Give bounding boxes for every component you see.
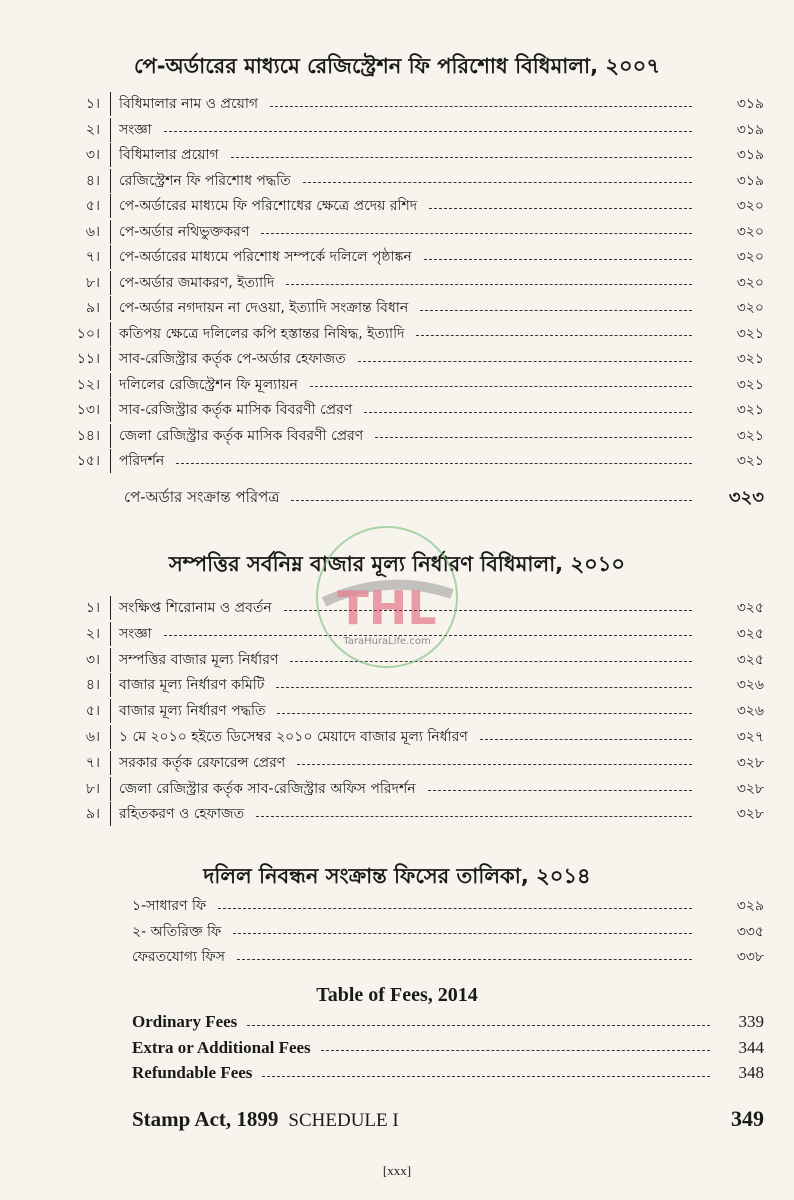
toc-number: ৮। bbox=[85, 780, 100, 797]
toc-text: জেলা রেজিস্ট্রার কর্তৃক সাব-রেজিস্ট্রার অফিস পরিদর্শন bbox=[119, 780, 416, 797]
toc-page: ৩২১ bbox=[736, 376, 764, 393]
toc-text: রহিতকরণ ও হেফাজত bbox=[119, 806, 245, 823]
toc-row[interactable] bbox=[64, 296, 764, 320]
leader-dots bbox=[310, 386, 692, 387]
toc-text: পে-অর্ডারের মাধ্যমে ফি পরিশোধের ক্ষেত্রে প্রদেয় রশিদ bbox=[119, 198, 418, 214]
toc-page: ৩২১ bbox=[736, 453, 764, 469]
toc-text: সম্পত্তির বাজার মূল্য নির্ধারণ bbox=[119, 651, 279, 668]
toc-text: পে-অর্ডার নথিভুক্তকরণ bbox=[119, 223, 250, 240]
toc-text: বিধিমালার নাম ও প্রয়োগ bbox=[119, 96, 259, 112]
toc-number: ৭। bbox=[85, 754, 100, 771]
toc-row[interactable] bbox=[64, 725, 764, 749]
toc-number: ১৩। bbox=[76, 402, 100, 418]
leader-dots bbox=[364, 412, 692, 413]
toc-page: ৩২০ bbox=[736, 223, 764, 240]
toc-number: ১৪। bbox=[76, 427, 100, 444]
footer-page-number: [xxx] bbox=[382, 1163, 412, 1178]
leader-dots bbox=[480, 739, 692, 740]
toc-row[interactable] bbox=[132, 1036, 764, 1060]
toc-row[interactable] bbox=[64, 169, 764, 193]
toc-row[interactable] bbox=[124, 920, 764, 944]
leader-dots bbox=[429, 208, 692, 209]
toc-page: ৩২১ bbox=[736, 427, 764, 444]
leader-dots bbox=[277, 713, 692, 714]
toc-number: ৬। bbox=[85, 729, 100, 745]
toc-text: বাজার মূল্য নির্ধারণ কমিটি bbox=[119, 677, 265, 694]
toc-number: ৮। bbox=[85, 274, 100, 291]
toc-page: ৩২৫ bbox=[736, 651, 764, 668]
leader-dots bbox=[303, 182, 692, 183]
toc-number: ৫। bbox=[85, 703, 100, 720]
leader-dots bbox=[286, 284, 692, 285]
toc-row[interactable] bbox=[64, 398, 764, 422]
toc-page: ৩২০ bbox=[736, 198, 764, 214]
toc-page: ৩৩৫ bbox=[736, 923, 764, 940]
toc-row[interactable] bbox=[64, 373, 764, 397]
toc-page: ৩২৫ bbox=[736, 625, 764, 642]
leader-dots bbox=[218, 908, 692, 909]
toc-text: কতিপয় ক্ষেত্রে দলিলের কপি হস্তান্তর নিষিদ্ধ, ইত্যাদি bbox=[119, 325, 405, 342]
toc-page: ৩২১ bbox=[736, 325, 764, 342]
toc-page: ৩১৯ bbox=[736, 147, 764, 163]
toc-page: 344 bbox=[738, 1037, 764, 1057]
leader-dots bbox=[261, 233, 692, 234]
toc-page: ৩২৮ bbox=[736, 780, 764, 797]
section4-title: Table of Fees, 2014 bbox=[316, 984, 478, 1006]
toc-number: ৭। bbox=[85, 249, 100, 265]
section3-title: দলিল নিবন্ধন সংক্রান্ত ফিসের তালিকা, ২০১৪ bbox=[203, 864, 591, 888]
toc-number: ৫। bbox=[85, 198, 100, 214]
leader-dots bbox=[233, 933, 692, 934]
toc-number: ১২। bbox=[76, 376, 100, 393]
leader-dots bbox=[247, 1025, 710, 1026]
toc-page: ৩২৫ bbox=[736, 600, 764, 616]
toc-text: সংজ্ঞা bbox=[119, 625, 152, 642]
toc-page: ৩২০ bbox=[736, 274, 764, 291]
toc-number: ২। bbox=[85, 121, 100, 138]
toc-page: ৩২০ bbox=[736, 249, 764, 265]
toc-page: ৩১৯ bbox=[736, 96, 764, 112]
toc-row[interactable] bbox=[64, 449, 764, 473]
leader-dots bbox=[420, 310, 692, 311]
toc-row[interactable] bbox=[64, 118, 764, 142]
leader-dots bbox=[291, 500, 692, 501]
leader-dots bbox=[416, 335, 692, 336]
toc-text: ২- অতিরিক্ত ফি bbox=[132, 923, 222, 940]
toc-page: 348 bbox=[738, 1063, 764, 1082]
toc-number: ১০। bbox=[76, 325, 100, 342]
toc-number: ৯। bbox=[85, 806, 100, 823]
watermark-logo bbox=[312, 502, 462, 692]
watermark-logo-text: THL bbox=[337, 581, 437, 635]
toc-page: ৩২৯ bbox=[736, 898, 764, 914]
leader-dots bbox=[237, 959, 692, 960]
toc-page: ৩২৬ bbox=[736, 703, 764, 720]
toc-page: ৩২৮ bbox=[736, 754, 764, 771]
toc-text: জেলা রেজিস্ট্রার কর্তৃক মাসিক বিবরণী প্রেরণ bbox=[119, 427, 364, 444]
toc-page: ৩২১ bbox=[736, 402, 764, 418]
toc-page: 339 bbox=[738, 1012, 764, 1031]
toc-row[interactable] bbox=[124, 894, 764, 918]
toc-row[interactable] bbox=[64, 271, 764, 295]
toc-text: পে-অর্ডার নগদায়ন না দেওয়া, ইত্যাদি সংক্রান্ত বিধান bbox=[119, 300, 409, 316]
toc-text: Ordinary Fees bbox=[132, 1012, 238, 1031]
leader-dots bbox=[262, 1076, 710, 1077]
leader-dots bbox=[231, 157, 692, 158]
toc-row[interactable] bbox=[64, 751, 764, 775]
leader-dots bbox=[270, 106, 692, 107]
toc-text: রেজিস্ট্রেশন ফি পরিশোধ পদ্ধতি bbox=[119, 172, 291, 189]
circular-page: ৩২৩ bbox=[728, 486, 764, 508]
toc-text: পে-অর্ডার জমাকরণ, ইত্যাদি bbox=[119, 274, 275, 291]
toc-page: ৩১৯ bbox=[736, 172, 764, 189]
toc-row[interactable] bbox=[64, 777, 764, 801]
toc-row[interactable] bbox=[64, 194, 764, 218]
toc-row[interactable] bbox=[64, 699, 764, 723]
toc-text: ১ মে ২০১০ হইতে ডিসেম্বর ২০১০ মেয়াদে বাজার মূল্য নির্ধারণ bbox=[119, 729, 468, 745]
toc-page: ৩১৯ bbox=[736, 121, 764, 138]
stamp-act-schedule: SCHEDULE I bbox=[288, 1110, 399, 1131]
stamp-act-page: 349 bbox=[731, 1106, 764, 1131]
section1-title: পে-অর্ডারের মাধ্যমে রেজিস্ট্রেশন ফি পরিশোধ বিধিমালা, ২০০৭ bbox=[134, 54, 660, 78]
section2-title: সম্পত্তির সর্বনিম্ন বাজার মূল্য নির্ধারণ বিধিমালা, ২০১০ bbox=[168, 552, 626, 576]
toc-text: সাব-রেজিস্ট্রার কর্তৃক পে-অর্ডার হেফাজত bbox=[119, 351, 346, 367]
leader-dots bbox=[375, 437, 692, 438]
toc-text: বাজার মূল্য নির্ধারণ পদ্ধতি bbox=[119, 703, 266, 720]
toc-row[interactable] bbox=[64, 220, 764, 244]
toc-number: ৬। bbox=[85, 223, 100, 240]
toc-text: সংক্ষিপ্ত শিরোনাম ও প্রবর্তন bbox=[119, 600, 272, 616]
toc-row[interactable] bbox=[64, 424, 764, 448]
toc-number: ৪। bbox=[85, 172, 100, 189]
toc-text: বিধিমালার প্রয়োগ bbox=[119, 147, 219, 163]
leader-dots bbox=[164, 131, 692, 132]
toc-row[interactable] bbox=[64, 245, 764, 269]
toc-number: ৩। bbox=[85, 651, 100, 668]
leader-dots bbox=[424, 259, 692, 260]
toc-row[interactable] bbox=[124, 945, 764, 969]
toc-text: Refundable Fees bbox=[132, 1063, 253, 1082]
toc-page: ৩২১ bbox=[736, 351, 764, 367]
toc-number: ৪। bbox=[85, 677, 100, 694]
toc-row[interactable] bbox=[132, 1010, 764, 1034]
toc-number: ১। bbox=[85, 600, 100, 616]
toc-number: ১৫। bbox=[76, 453, 100, 469]
leader-dots bbox=[358, 361, 692, 362]
toc-text: পে-অর্ডারের মাধ্যমে পরিশোধ সম্পর্কে দলিলে পৃষ্ঠাঙ্কন bbox=[119, 249, 412, 265]
toc-text: ১-সাধারণ ফি bbox=[132, 898, 207, 914]
toc-row[interactable] bbox=[64, 92, 764, 116]
toc-text: Extra or Additional Fees bbox=[132, 1037, 311, 1057]
leader-dots bbox=[176, 463, 692, 464]
toc-text: সরকার কর্তৃক রেফারেন্স প্রেরণ bbox=[119, 754, 286, 771]
toc-page: ৩৩৮ bbox=[736, 949, 764, 965]
toc-number: ১১। bbox=[76, 351, 100, 367]
stamp-act-title: Stamp Act, 1899 bbox=[132, 1107, 279, 1131]
toc-page: ৩২০ bbox=[736, 300, 764, 316]
watermark-site-text: TaraHuraLife.com bbox=[343, 636, 431, 647]
leader-dots bbox=[297, 764, 692, 765]
toc-number: ৯। bbox=[85, 300, 100, 316]
leader-dots bbox=[428, 790, 692, 791]
toc-row[interactable] bbox=[64, 143, 764, 167]
circular-text: পে-অর্ডার সংক্রান্ত পরিপত্র bbox=[124, 487, 280, 506]
toc-text: সাব-রেজিস্ট্রার কর্তৃক মাসিক বিবরণী প্রেরণ bbox=[119, 402, 353, 418]
toc-number: ১। bbox=[85, 96, 100, 112]
toc-row[interactable] bbox=[64, 802, 764, 826]
toc-number: ৩। bbox=[85, 147, 100, 163]
toc-page: ৩২৬ bbox=[736, 677, 764, 694]
leader-dots bbox=[321, 1050, 710, 1051]
toc-text: দলিলের রেজিস্ট্রেশন ফি মূল্যায়ন bbox=[119, 376, 298, 393]
toc-text: ফেরতযোগ্য ফিস bbox=[132, 949, 226, 965]
toc-row[interactable] bbox=[64, 347, 764, 371]
leader-dots bbox=[256, 816, 692, 817]
toc-number: ২। bbox=[85, 625, 100, 642]
toc-row[interactable] bbox=[132, 1061, 764, 1085]
stamp-act-row[interactable] bbox=[132, 1106, 764, 1132]
toc-text: সংজ্ঞা bbox=[119, 121, 152, 138]
toc-row[interactable] bbox=[64, 322, 764, 346]
toc-page: ৩২৭ bbox=[736, 729, 764, 745]
toc-text: পরিদর্শন bbox=[119, 453, 165, 469]
toc-page: ৩২৮ bbox=[736, 806, 764, 823]
